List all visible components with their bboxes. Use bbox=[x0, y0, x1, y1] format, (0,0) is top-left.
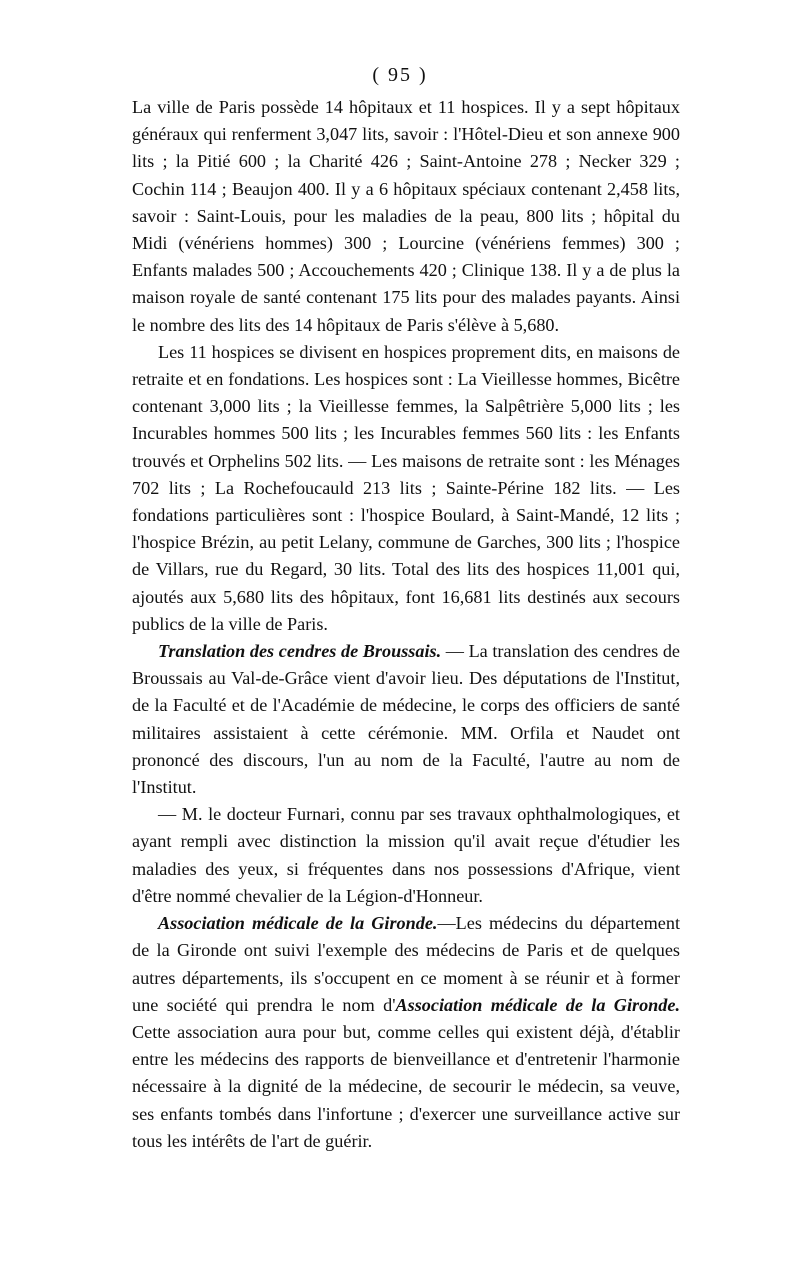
paragraph-broussais bbox=[132, 638, 680, 801]
section-heading-broussais: Translation des cendres de Broussais. bbox=[158, 641, 442, 662]
page-number: ( 95 ) bbox=[372, 64, 428, 86]
paragraph-gironde-text: —Les médecins du département de la Gironde ont suivi l'exemple des médecins de Paris et de quelques autres départements, ils s'occupent en ce moment à se réunir et à former une société qui prendra le nom d' bbox=[132, 913, 680, 1015]
paragraph-broussais-text: — La translation des cendres de Broussais au Val-de-Grâce vient d'avoir lieu. Des députations de l'Institut, de la Faculté et de l'Académie de médecine, le corps des officiers de santé militaires assistaient à cette cérémonie. MM. Orfila et Naudet ont prononcé des discours, l'un au nom de la Faculté, l'autre au nom de l'Institut. bbox=[132, 641, 680, 798]
paragraph-gironde-text-continued: Cette association aura pour but, comme celles qui existent déjà, d'établir entre les médecins des rapports de bienveillance et d'entretenir l'harmonie nécessaire à la dignité de la médecine, de secourir le médecin, sa veuve, ses enfants tombés dans l'infortune ; d'exercer une surveillance active sur tous les intérêts de l'art de guérir. bbox=[132, 1021, 680, 1151]
paragraph-hospital-beds: La ville de Paris possède 14 hôpitaux et 11 hospices. Il y a sept hôpitaux généraux qui renferment 3,047 lits, savoir : l'Hôtel-Dieu et son annexe 900 lits ; la Pitié 600 ; la Charité 426 ; Saint-Antoine 278 ; Necker 329 ; Cochin 114 ; Beaujon 400. Il y a 6 hôpitaux spéciaux contenant 2,458 lits, savoir : Saint-Louis, pour les maladies de la peau, 800 lits ; hôpital du Midi (vénériens hommes) 300 ; Lourcine (vénériens femmes) 300 ; Enfants malades 500 ; Accouchements 420 ; Clinique 138. Il y a de plus la maison royale de santé contenant 175 lits pour des malades payants. Ainsi le nombre des lits des 14 hôpitaux de Paris s'élève à 5,680. bbox=[132, 97, 680, 335]
paragraph-hospices: Les 11 hospices se divisent en hospices proprement dits, en maisons de retraite et en fondations. Les hospices sont : La Vieillesse hommes, Bicêtre contenant 3,000 lits ; la Vieillesse femmes, la Salpêtrière 5,000 lits ; les Incurables hommes 500 lits ; les Incurables femmes 560 lits : les Enfants trouvés et Orphelins 502 lits. — Les maisons de retraite sont : les Ménages 702 lits ; La Rochefoucauld 213 lits ; Sainte-Périne 182 lits. — Les fondations particulières sont : l'hospice Boulard, à Saint-Mandé, 12 lits ; l'hospice Brézin, au petit Lelany, commune de Garches, 300 lits ; l'hospice de Villars, rue du Regard, 30 lits. Total des lits des hospices 11,001 qui, ajoutés aux 5,680 lits des hôpitaux, font 16,681 lits destinés aux secours publics de la ville de Paris. bbox=[132, 341, 680, 634]
paragraph-gironde bbox=[132, 910, 680, 1155]
association-name: Association médicale de la Gironde. bbox=[395, 994, 680, 1015]
page-body bbox=[132, 94, 680, 1155]
section-heading-gironde: Association médicale de la Gironde. bbox=[158, 913, 438, 934]
paragraph-furnari: — M. le docteur Furnari, connu par ses travaux ophthalmologiques, et ayant rempli avec distinction la mission qu'il avait reçue d'étudier les maladies des yeux, si fréquentes dans nos possessions d'Afrique, vient d'être nommé chevalier de la Légion-d'Honneur. bbox=[132, 804, 680, 906]
